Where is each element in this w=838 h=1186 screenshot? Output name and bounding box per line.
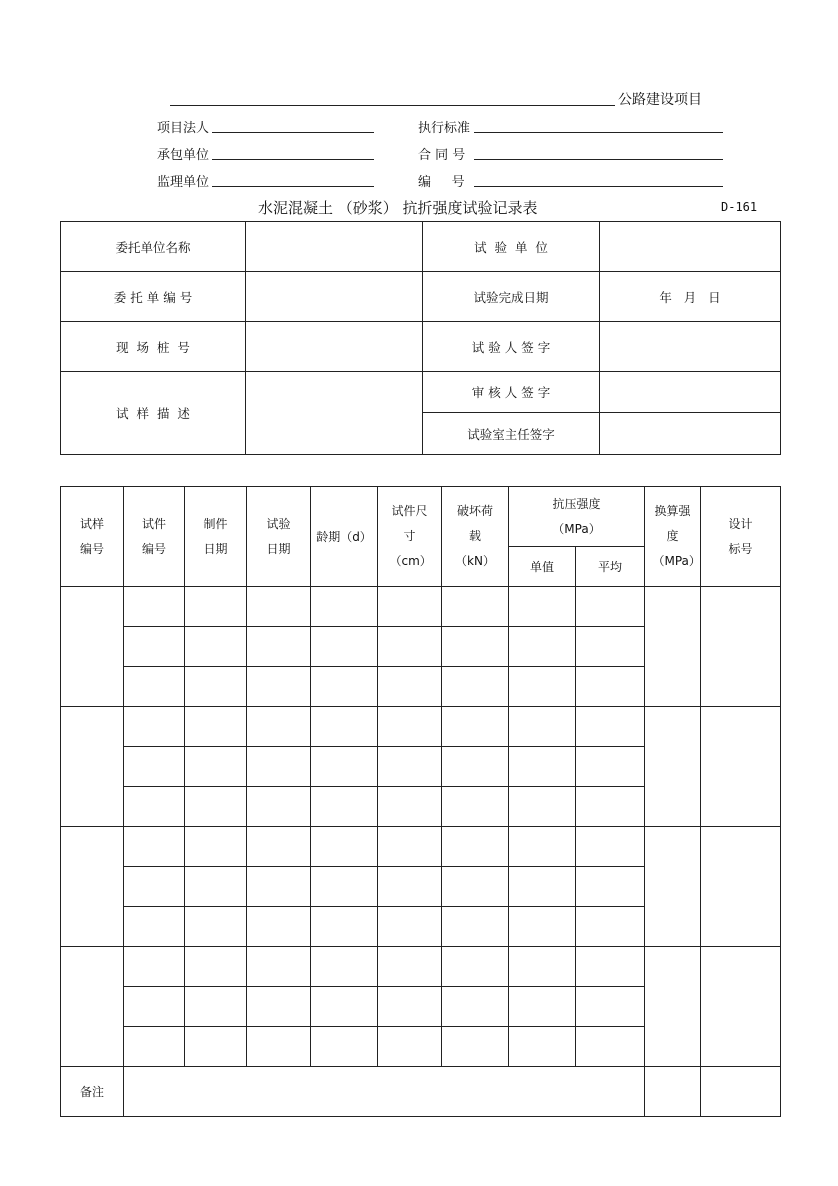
project-name-line[interactable] bbox=[170, 105, 615, 106]
data-cell[interactable] bbox=[442, 1027, 509, 1067]
data-cell[interactable] bbox=[311, 947, 378, 987]
header-strength: 抗压强度（MPa） bbox=[509, 487, 645, 547]
table-row bbox=[61, 707, 781, 747]
header-single: 单值 bbox=[509, 547, 576, 587]
data-cell[interactable] bbox=[442, 667, 509, 707]
converted-strength-cell[interactable] bbox=[645, 587, 701, 707]
data-cell[interactable] bbox=[124, 907, 185, 947]
data-cell[interactable] bbox=[311, 587, 378, 627]
data-cell[interactable] bbox=[378, 987, 442, 1027]
data-cell[interactable] bbox=[576, 587, 645, 627]
test-unit-label: 试 验 单 位 bbox=[423, 222, 600, 272]
header-converted: 换算强度（MPa） bbox=[645, 487, 701, 587]
contractor-label: 承包单位 bbox=[157, 148, 210, 163]
data-cell[interactable] bbox=[124, 987, 185, 1027]
data-table bbox=[60, 486, 781, 1117]
data-cell[interactable] bbox=[247, 707, 311, 747]
data-cell[interactable] bbox=[378, 627, 442, 667]
header-sample-no: 试样编号 bbox=[61, 487, 124, 587]
test-unit-value[interactable] bbox=[600, 222, 781, 272]
data-cell[interactable] bbox=[576, 907, 645, 947]
data-cell[interactable] bbox=[311, 707, 378, 747]
data-cell[interactable] bbox=[311, 1027, 378, 1067]
sample-no-cell[interactable] bbox=[61, 587, 124, 707]
data-cell[interactable] bbox=[576, 987, 645, 1027]
reviewer-sign-value[interactable] bbox=[600, 372, 781, 413]
data-cell[interactable] bbox=[124, 787, 185, 827]
header-size: 试件尺寸（cm） bbox=[378, 487, 442, 587]
data-cell[interactable] bbox=[185, 1027, 247, 1067]
data-cell[interactable] bbox=[124, 747, 185, 787]
contract-no-label: 合 同 号 bbox=[418, 148, 466, 163]
data-cell[interactable] bbox=[509, 787, 576, 827]
sample-no-cell[interactable] bbox=[61, 707, 124, 827]
data-cell[interactable] bbox=[124, 667, 185, 707]
data-cell[interactable] bbox=[378, 587, 442, 627]
header-make-date: 制件日期 bbox=[185, 487, 247, 587]
data-cell[interactable] bbox=[576, 827, 645, 867]
table-row bbox=[61, 587, 781, 627]
data-cell[interactable] bbox=[509, 1027, 576, 1067]
commission-unit-label: 委托单位名称 bbox=[61, 222, 246, 272]
sample-no-cell[interactable] bbox=[61, 947, 124, 1067]
data-cell[interactable] bbox=[247, 867, 311, 907]
data-cell[interactable] bbox=[576, 787, 645, 827]
design-grade-cell[interactable] bbox=[701, 947, 781, 1067]
data-cell[interactable] bbox=[576, 1027, 645, 1067]
data-cell[interactable] bbox=[576, 867, 645, 907]
info-table bbox=[60, 221, 781, 455]
form-title: 水泥混凝土 （砂浆） 抗折强度试验记录表 bbox=[258, 199, 538, 217]
header-load: 破坏荷载（kN） bbox=[442, 487, 509, 587]
data-cell[interactable] bbox=[247, 947, 311, 987]
data-cell[interactable] bbox=[247, 787, 311, 827]
data-cell[interactable] bbox=[124, 627, 185, 667]
form-code: D-161 bbox=[721, 200, 758, 214]
data-cell[interactable] bbox=[311, 747, 378, 787]
data-cell[interactable] bbox=[247, 627, 311, 667]
data-cell[interactable] bbox=[509, 707, 576, 747]
header-design: 设计标号 bbox=[701, 487, 781, 587]
data-cell[interactable] bbox=[185, 627, 247, 667]
data-cell[interactable] bbox=[124, 707, 185, 747]
header-test-date: 试验日期 bbox=[247, 487, 311, 587]
data-cell[interactable] bbox=[247, 747, 311, 787]
converted-strength-cell[interactable] bbox=[645, 707, 701, 827]
data-cell[interactable] bbox=[378, 747, 442, 787]
data-cell[interactable] bbox=[442, 987, 509, 1027]
completion-date-value[interactable]: 年 月 日 bbox=[600, 272, 781, 322]
reviewer-sign-label: 审 核 人 签 字 bbox=[423, 372, 600, 413]
data-cell[interactable] bbox=[185, 587, 247, 627]
data-cell[interactable] bbox=[378, 787, 442, 827]
design-grade-cell[interactable] bbox=[701, 827, 781, 947]
standard-label: 执行标准 bbox=[418, 121, 471, 136]
data-cell[interactable] bbox=[378, 947, 442, 987]
project-suffix: 公路建设项目 bbox=[618, 92, 702, 108]
data-cell[interactable] bbox=[311, 667, 378, 707]
commission-unit-value[interactable] bbox=[246, 222, 423, 272]
data-cell[interactable] bbox=[185, 707, 247, 747]
data-cell[interactable] bbox=[442, 787, 509, 827]
data-cell[interactable] bbox=[442, 827, 509, 867]
data-cell[interactable] bbox=[247, 827, 311, 867]
remarks-label: 备注 bbox=[61, 1067, 124, 1117]
data-cell[interactable] bbox=[442, 747, 509, 787]
data-cell[interactable] bbox=[442, 587, 509, 627]
data-cell[interactable] bbox=[185, 987, 247, 1027]
data-cell[interactable] bbox=[185, 787, 247, 827]
data-cell[interactable] bbox=[124, 587, 185, 627]
legal-person-label: 项目法人 bbox=[157, 121, 210, 136]
data-cell[interactable] bbox=[509, 947, 576, 987]
converted-strength-cell[interactable] bbox=[645, 827, 701, 947]
data-cell[interactable] bbox=[311, 907, 378, 947]
standard-line[interactable] bbox=[474, 132, 723, 133]
data-cell[interactable] bbox=[185, 827, 247, 867]
data-cell[interactable] bbox=[185, 907, 247, 947]
design-grade-cell[interactable] bbox=[701, 587, 781, 707]
data-cell[interactable] bbox=[442, 907, 509, 947]
data-cell[interactable] bbox=[311, 827, 378, 867]
data-cell[interactable] bbox=[378, 707, 442, 747]
data-cell[interactable] bbox=[311, 987, 378, 1027]
data-cell[interactable] bbox=[247, 587, 311, 627]
data-cell[interactable] bbox=[124, 827, 185, 867]
data-cell[interactable] bbox=[576, 747, 645, 787]
sample-desc-value[interactable] bbox=[246, 372, 423, 455]
data-cell[interactable] bbox=[576, 707, 645, 747]
data-cell[interactable] bbox=[509, 747, 576, 787]
design-grade-cell[interactable] bbox=[701, 707, 781, 827]
lab-director-sign-value[interactable] bbox=[600, 413, 781, 455]
data-cell[interactable] bbox=[247, 907, 311, 947]
data-cell[interactable] bbox=[509, 587, 576, 627]
data-cell[interactable] bbox=[378, 827, 442, 867]
remarks-converted-cell[interactable] bbox=[645, 1067, 701, 1117]
data-cell[interactable] bbox=[509, 987, 576, 1027]
data-cell[interactable] bbox=[509, 627, 576, 667]
data-cell[interactable] bbox=[576, 667, 645, 707]
site-station-value[interactable] bbox=[246, 322, 423, 372]
table-row bbox=[61, 827, 781, 867]
data-cell[interactable] bbox=[185, 747, 247, 787]
data-cell[interactable] bbox=[442, 707, 509, 747]
data-cell[interactable] bbox=[124, 947, 185, 987]
header-age: 龄期（d） bbox=[311, 487, 378, 587]
serial-no-line[interactable] bbox=[474, 186, 723, 187]
contractor-line[interactable] bbox=[212, 159, 374, 160]
commission-no-label: 委 托 单 编 号 bbox=[61, 272, 246, 322]
data-cell[interactable] bbox=[185, 947, 247, 987]
data-cell[interactable] bbox=[124, 1027, 185, 1067]
completion-date-label: 试验完成日期 bbox=[423, 272, 600, 322]
lab-director-sign-label: 试验室主任签字 bbox=[423, 413, 600, 455]
site-station-label: 现 场 桩 号 bbox=[61, 322, 246, 372]
data-cell[interactable] bbox=[185, 667, 247, 707]
supervisor-label: 监理单位 bbox=[157, 175, 210, 190]
data-cell[interactable] bbox=[378, 667, 442, 707]
data-cell[interactable] bbox=[576, 947, 645, 987]
supervisor-line[interactable] bbox=[212, 186, 374, 187]
data-cell[interactable] bbox=[247, 667, 311, 707]
remarks-value[interactable] bbox=[124, 1067, 645, 1117]
data-cell[interactable] bbox=[185, 867, 247, 907]
data-cell[interactable] bbox=[124, 867, 185, 907]
contract-no-line[interactable] bbox=[474, 159, 723, 160]
tester-sign-value[interactable] bbox=[600, 322, 781, 372]
legal-person-line[interactable] bbox=[212, 132, 374, 133]
data-cell[interactable] bbox=[442, 867, 509, 907]
header-specimen-no: 试件编号 bbox=[124, 487, 185, 587]
data-cell[interactable] bbox=[311, 787, 378, 827]
data-cell[interactable] bbox=[311, 867, 378, 907]
table-row bbox=[61, 947, 781, 987]
data-cell[interactable] bbox=[378, 907, 442, 947]
data-cell[interactable] bbox=[442, 947, 509, 987]
converted-strength-cell[interactable] bbox=[645, 947, 701, 1067]
data-cell[interactable] bbox=[378, 867, 442, 907]
data-cell[interactable] bbox=[509, 827, 576, 867]
data-cell[interactable] bbox=[509, 907, 576, 947]
remarks-design-cell[interactable] bbox=[701, 1067, 781, 1117]
data-cell[interactable] bbox=[576, 627, 645, 667]
tester-sign-label: 试 验 人 签 字 bbox=[423, 322, 600, 372]
data-cell[interactable] bbox=[509, 867, 576, 907]
serial-no-label: 编 号 bbox=[418, 175, 465, 190]
data-cell[interactable] bbox=[509, 667, 576, 707]
data-cell[interactable] bbox=[442, 627, 509, 667]
sample-desc-label: 试 样 描 述 bbox=[61, 372, 246, 455]
data-cell[interactable] bbox=[311, 627, 378, 667]
data-cell[interactable] bbox=[247, 987, 311, 1027]
sample-no-cell[interactable] bbox=[61, 827, 124, 947]
data-cell[interactable] bbox=[378, 1027, 442, 1067]
header-average: 平均 bbox=[576, 547, 645, 587]
data-cell[interactable] bbox=[247, 1027, 311, 1067]
commission-no-value[interactable] bbox=[246, 272, 423, 322]
